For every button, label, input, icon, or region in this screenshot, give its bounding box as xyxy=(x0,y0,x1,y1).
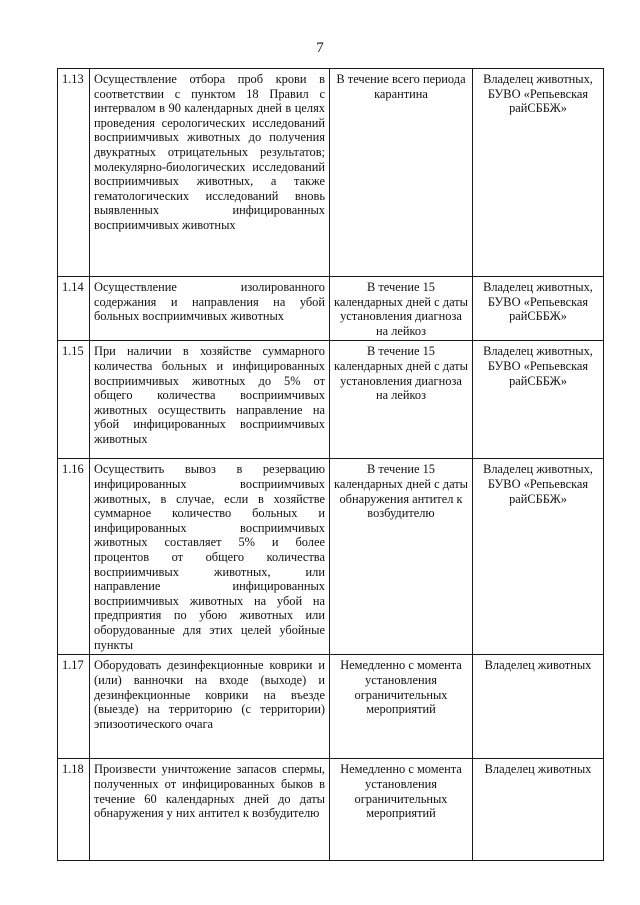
term-text: Немедленно с момента установления ограничительных мероприятий xyxy=(330,759,473,861)
term-text: В течение 15 календарных дней с даты обнаружения антител к возбудителю xyxy=(330,459,473,655)
responsible-text: Владелец животных xyxy=(473,655,604,759)
responsible-text: Владелец животных xyxy=(473,759,604,861)
measure-text: Произвести уничтожение запасов спермы, полученных от инфицированных быков в течение 60 календарных дней до даты обнаружения у них антител к возбудителю xyxy=(90,759,330,861)
row-number: 1.14 xyxy=(58,277,90,341)
row-number: 1.17 xyxy=(58,655,90,759)
responsible-text: Владелец животных, БУВО «Репьевская райСББЖ» xyxy=(473,277,604,341)
measure-text: Оборудовать дезинфекционные коврики и (или) ванночки на входе (выходе) и дезинфекционные коврики на въезде (выезде) на территорию (с территории) эпизоотического очага xyxy=(90,655,330,759)
row-number: 1.16 xyxy=(58,459,90,655)
term-text: В течение 15 календарных дней с даты установления диагноза на лейкоз xyxy=(330,277,473,341)
term-text: В течение всего периода карантина xyxy=(330,69,473,277)
measure-text: При наличии в хозяйстве суммарного количества больных и инфицированных восприимчивых животных до 5% от общего количества восприимчивых животных осуществить направление на убой инфицированных восприимчивых животных xyxy=(90,341,330,459)
page-number: 7 xyxy=(316,40,324,56)
table-row xyxy=(58,69,604,277)
responsible-text: Владелец животных, БУВО «Репьевская райСББЖ» xyxy=(473,459,604,655)
table-row xyxy=(58,759,604,861)
row-number: 1.15 xyxy=(58,341,90,459)
table-row xyxy=(58,277,604,341)
measure-text: Осуществление изолированного содержания и направления на убой больных восприимчивых животных xyxy=(90,277,330,341)
responsible-text: Владелец животных, БУВО «Репьевская райСББЖ» xyxy=(473,69,604,277)
measure-text: Осуществление отбора проб крови в соответствии с пунктом 18 Правил с интервалом в 90 календарных дней в целях проведения серологических исследований восприимчивых животных до получения двукратных отрицательных результатов; молекулярно-биологических исследований восприимчивых животных, а также гематологических исследований вновь выявленных инфицированных восприимчивых животных xyxy=(90,69,330,277)
table-row xyxy=(58,655,604,759)
table-row xyxy=(58,459,604,655)
term-text: Немедленно с момента установления ограничительных мероприятий xyxy=(330,655,473,759)
measure-text: Осуществить вывоз в резервацию инфицированных восприимчивых животных, в случае, если в хозяйстве суммарное количество больных и инфицированных восприимчивых животных составляет 5% и более процентов от общего количества восприимчивых животных, или направление инфицированных восприимчивых животных на убой на предприятия по убою животных или оборудованные для этих целей убойные пункты xyxy=(90,459,330,655)
row-number: 1.18 xyxy=(58,759,90,861)
responsible-text: Владелец животных, БУВО «Репьевская райСББЖ» xyxy=(473,341,604,459)
row-number: 1.13 xyxy=(58,69,90,277)
table-row xyxy=(58,341,604,459)
measures-table xyxy=(57,68,604,861)
term-text: В течение 15 календарных дней с даты установления диагноза на лейкоз xyxy=(330,341,473,459)
